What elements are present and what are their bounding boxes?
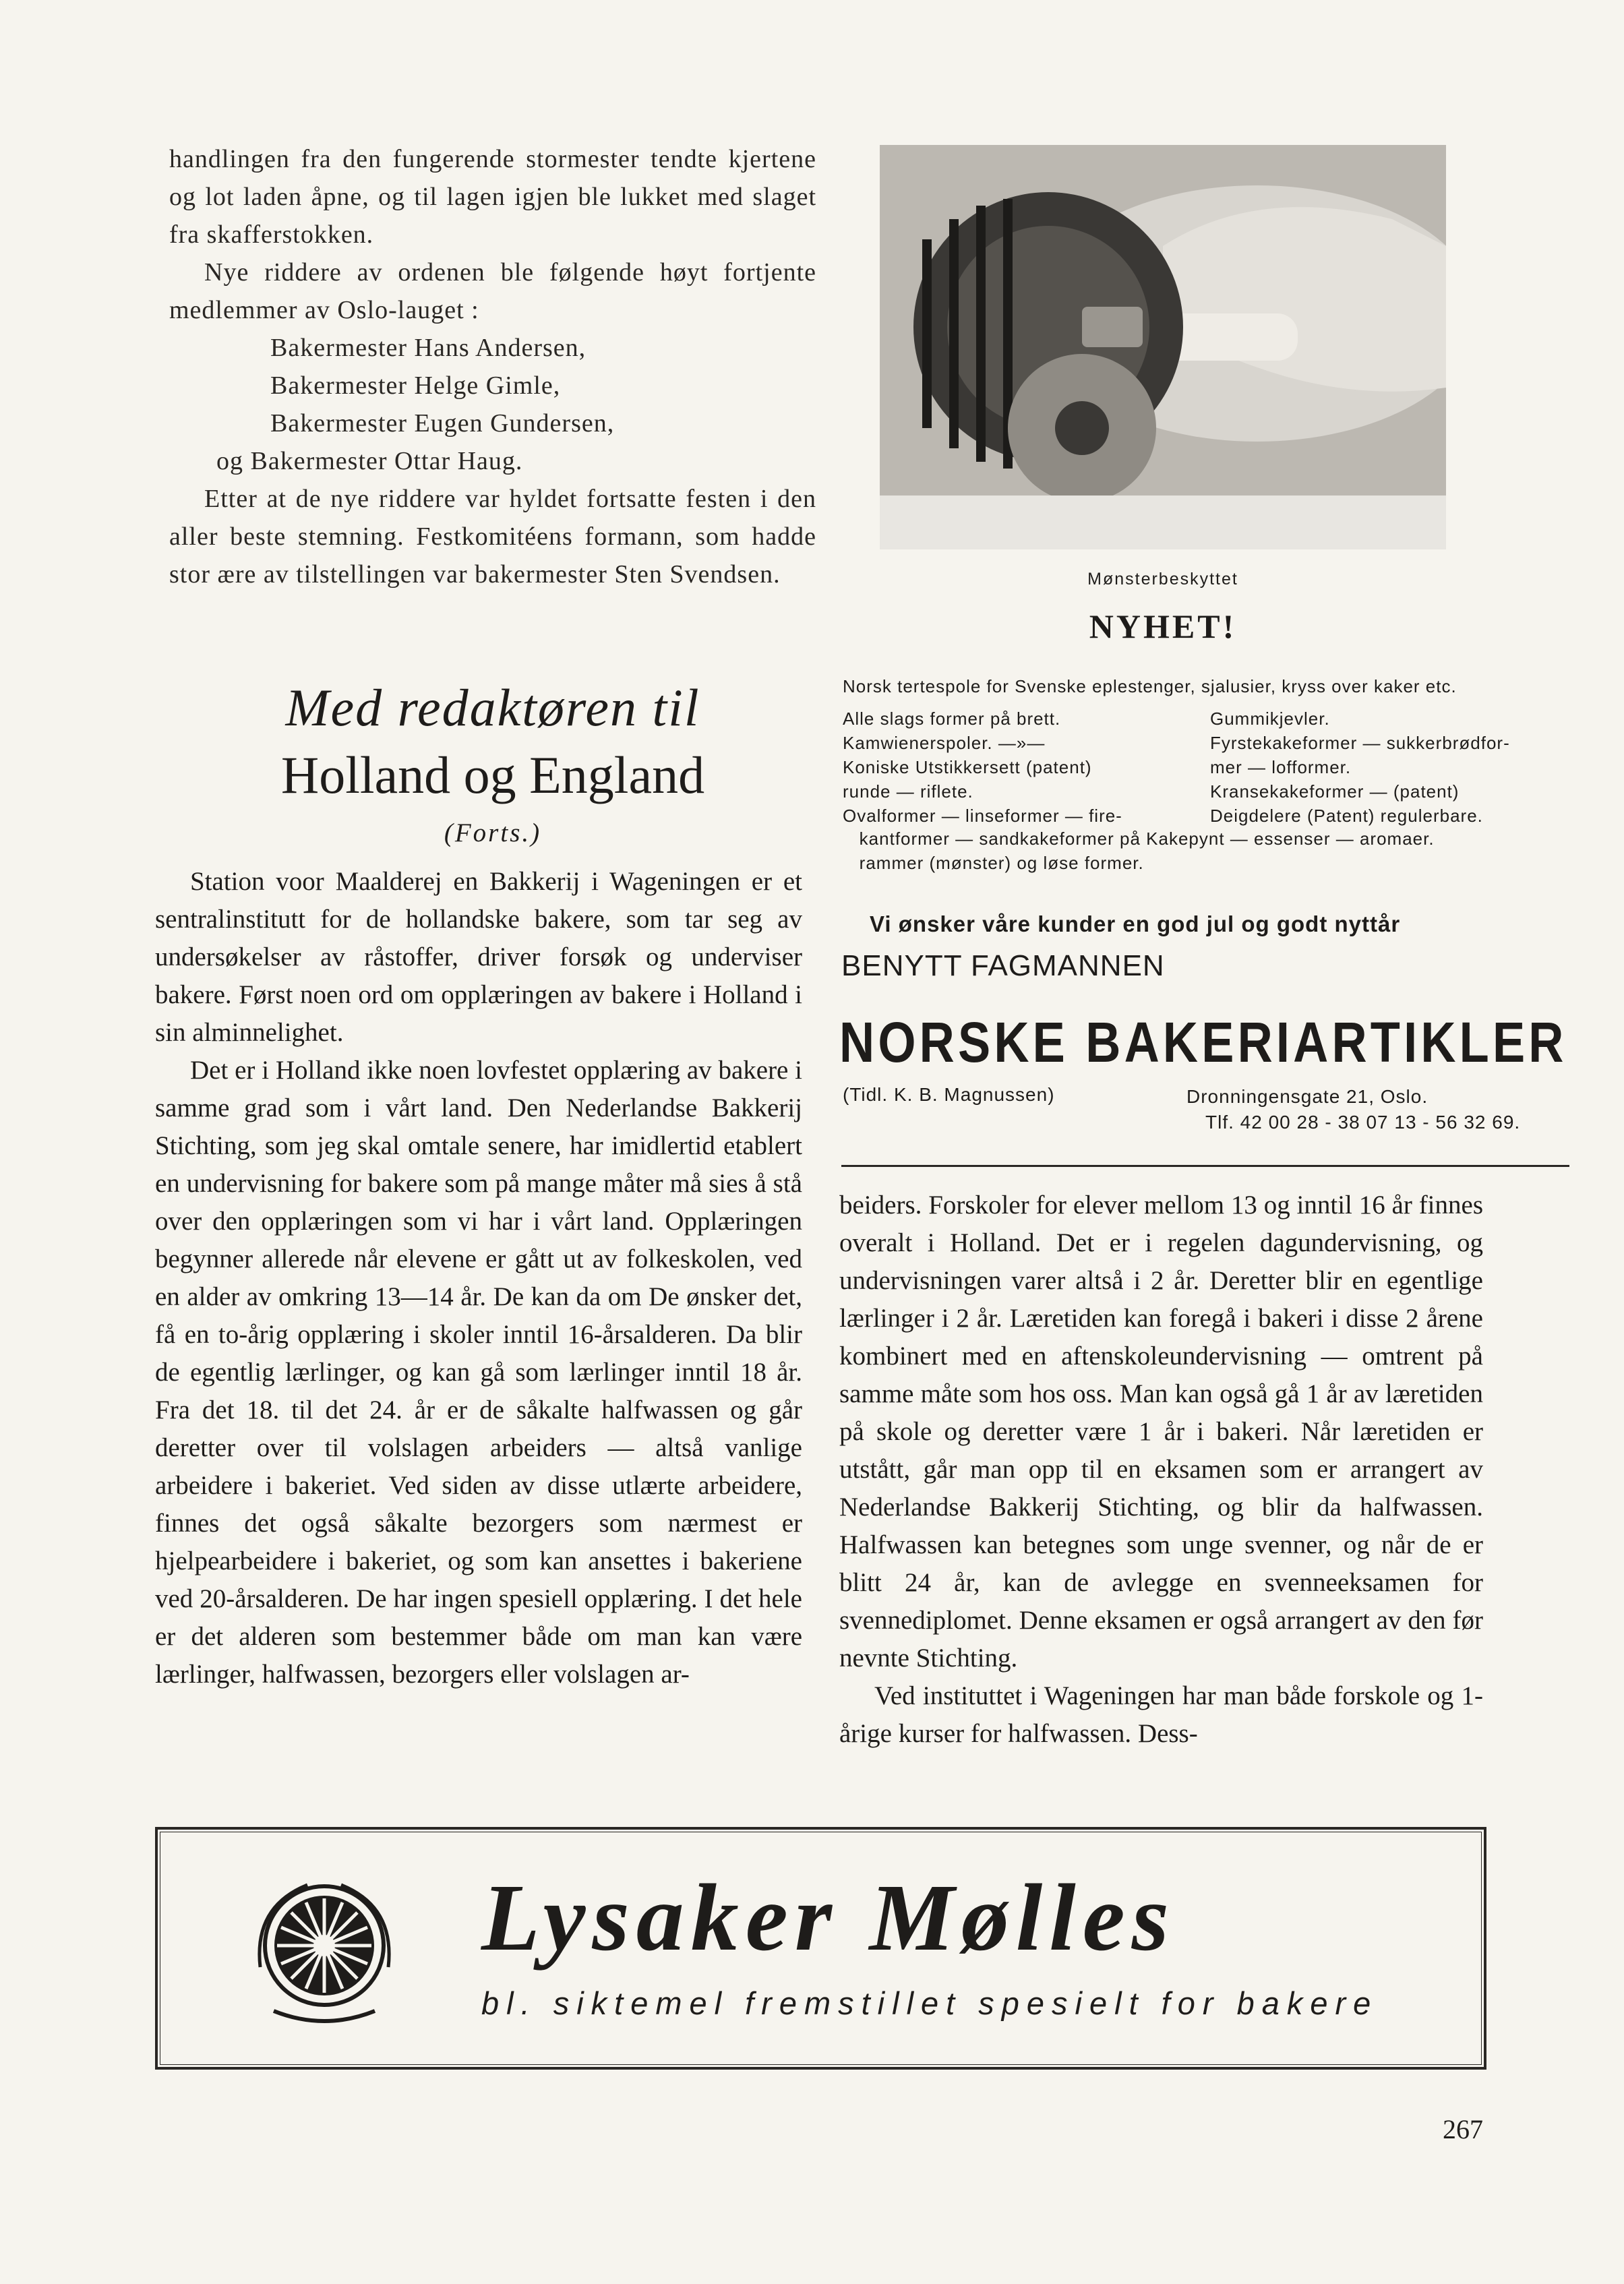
ad-product-item: Ovalformer — linseformer — fire-	[843, 806, 1122, 826]
former-name: (Tidl. K. B. Magnussen)	[843, 1084, 1055, 1105]
holiday-greeting: Vi ønsker våre kunder en god jul og godt nyttår	[870, 911, 1401, 936]
intro-paragraph-3: Etter at de nye riddere var hyldet fortsatte festen i den aller beste stemning. Festkomitéens formann, som hadde stor ære av tilstellingen var bakermester Sten Svendsen.	[169, 485, 816, 589]
article-paragraph: Station voor Maalderej en Bakkerij i Wageningen er et sentralinstitutt for de hollandske bakere, som tar seg av undersøkelser av råstoffer, driver forsøk og underviser bakere. Først noen ord om opplæringen av bakere i Holland i sin alminnelighet.	[155, 867, 802, 1047]
ad-product-list-right	[1210, 707, 1510, 828]
ad-product-item: Kransekakeformer — (patent)	[1210, 781, 1460, 802]
ad-product-item: Kamwienerspoler. —»—	[843, 733, 1046, 753]
ad-product-item: Fyrstekakeformer — sukkerbrødfor-	[1210, 733, 1510, 753]
company-address	[1186, 1084, 1520, 1135]
divider	[841, 1165, 1569, 1167]
lysaker-advertisement	[155, 1827, 1486, 2070]
member-item: Bakermester Helge Gimle,	[270, 371, 561, 400]
ad-product-item: rammer (mønster) og løse former.	[843, 853, 1144, 873]
member-item: Bakermester Hans Andersen,	[270, 334, 587, 362]
benytt-fagmannen: BENYTT FAGMANNEN	[841, 949, 1165, 982]
ad-product-item: Gummikjevler.	[1210, 709, 1330, 729]
ad-product-item: mer — lofformer.	[1210, 757, 1352, 777]
ad-product-list-left	[843, 707, 1122, 828]
nyhet-headline: NYHET!	[1089, 607, 1237, 645]
company-name: NORSKE BAKERIARTIKLER	[839, 1011, 1567, 1074]
ad-product-item: kantformer — sandkakeformer på Kakepynt — essenser — aromaer.	[843, 829, 1435, 849]
article-left-column	[155, 863, 802, 1693]
heading-subtitle: (Forts.)	[444, 818, 542, 847]
member-item: Bakermester Eugen Gundersen,	[270, 409, 615, 438]
lysaker-tagline: bl. siktemel fremstillet spesielt for bakere	[481, 1985, 1379, 2021]
article-right-column	[839, 1186, 1483, 1753]
members-list	[169, 329, 816, 480]
ad-intro-line: Norsk tertespole for Svenske eplestenger, sjalusier, kryss over kaker etc.	[843, 676, 1457, 696]
phone-numbers: Tlf. 42 00 28 - 38 07 13 - 56 32 69.	[1205, 1112, 1521, 1133]
lysaker-title: Lysaker Mølles	[481, 1864, 1176, 1971]
ad-product-item: Alle slags former på brett.	[843, 709, 1061, 729]
ad-product-item: Deigdelere (Patent) regulerbare.	[1210, 806, 1483, 826]
page-number: 267	[1443, 2114, 1483, 2144]
street-address: Dronningensgate 21, Oslo.	[1186, 1086, 1428, 1107]
intro-text-block	[169, 140, 816, 593]
product-photo	[880, 145, 1446, 549]
ad-product-list-bottom	[843, 827, 1435, 875]
heading-line-1: Med redaktøren til	[285, 678, 700, 737]
article-paragraph: Ved instituttet i Wageningen har man både forskole og 1-årige kurser for halfwassen. Dess-	[839, 1681, 1483, 1748]
heading-line-2: Holland og England	[280, 746, 705, 804]
ad-product-item: Koniske Utstikkersett (patent)	[843, 757, 1092, 777]
article-paragraph: Det er i Holland ikke noen lovfestet opplæring av bakere i samme grad som i vårt land. Den Nederlandse Bakkerij Stichting, som jeg skal omtale senere, har imidlertid etablert en undervisning for bakere som på mange måter må sies å stå over den opplæringen som vi har i vårt land. Opplæringen begynner allerede når elevene er gått ut av folkeskolen, ved en alder av omkring 13—14 år. De kan da om De ønsker det, få en to-årig opplæring i skoler inntil 16-årsalderen. Da blir de egentlig lærlinger, og kan gå som lærlinger inntil 18 år. Fra det 18. til det 24. år er de såkalte halfwassen og går deretter over til volslagen arbeiders — altså vanlige arbeidere i bakeriet. Ved siden av disse utlærte arbeidere, finnes det også såkalte bezorgers som nærmest er hjelpearbeidere i bakeriet, og som kan ansettes i bakeriene ved 20-årsalderen. De har ingen spesiell opplæring. I det hele er det alderen som bestemmer både om man kan være lærlinger, halfwassen, bezorgers eller volslagen ar-	[155, 1056, 802, 1689]
intro-paragraph-1: handlingen fra den fungerende stormester tendte kjertene og lot laden åpne, og til lagen igjen ble lukket med slaget fra skafferstokken.	[169, 145, 816, 249]
millstone-emblem-icon	[233, 1866, 415, 2035]
intro-paragraph-2: Nye riddere av ordenen ble følgende høyt fortjente medlemmer av Oslo-lauget :	[169, 258, 816, 324]
pastry-wheel-image	[880, 145, 1446, 549]
photo-caption: Mønsterbeskyttet	[1087, 570, 1238, 589]
article-heading	[169, 674, 816, 853]
article-paragraph: beiders. Forskoler for elever mellom 13 og inntil 16 år finnes overalt i Holland. Det er i regelen dagundervisning, og undervisningen varer altså i 2 år. Deretter blir en egentlige lærlinger i 2 år. Læretiden kan foregå i bakeri i disse 2 årene kombinert med en aftenskoleundervisning — omtrent på samme måte som hos oss. Man kan også gå 1 år av læretiden på skole og deretter være 1 år i bakeri. Når læretiden er utstått, går man opp til en eksamen som er arrangert av Nederlandse Bakkerij Stichting, og blir da halfwassen. Halfwassen kan betegnes som unge svenner, og når de er blitt 24 år, kan de avlegge en svenneeksamen for svennediplomet. Denne eksamen er også arrangert av den før nevnte Stichting.	[839, 1191, 1483, 1673]
member-item: og Bakermester Ottar Haug.	[216, 447, 523, 475]
ad-product-item: runde — riflete.	[843, 781, 973, 802]
